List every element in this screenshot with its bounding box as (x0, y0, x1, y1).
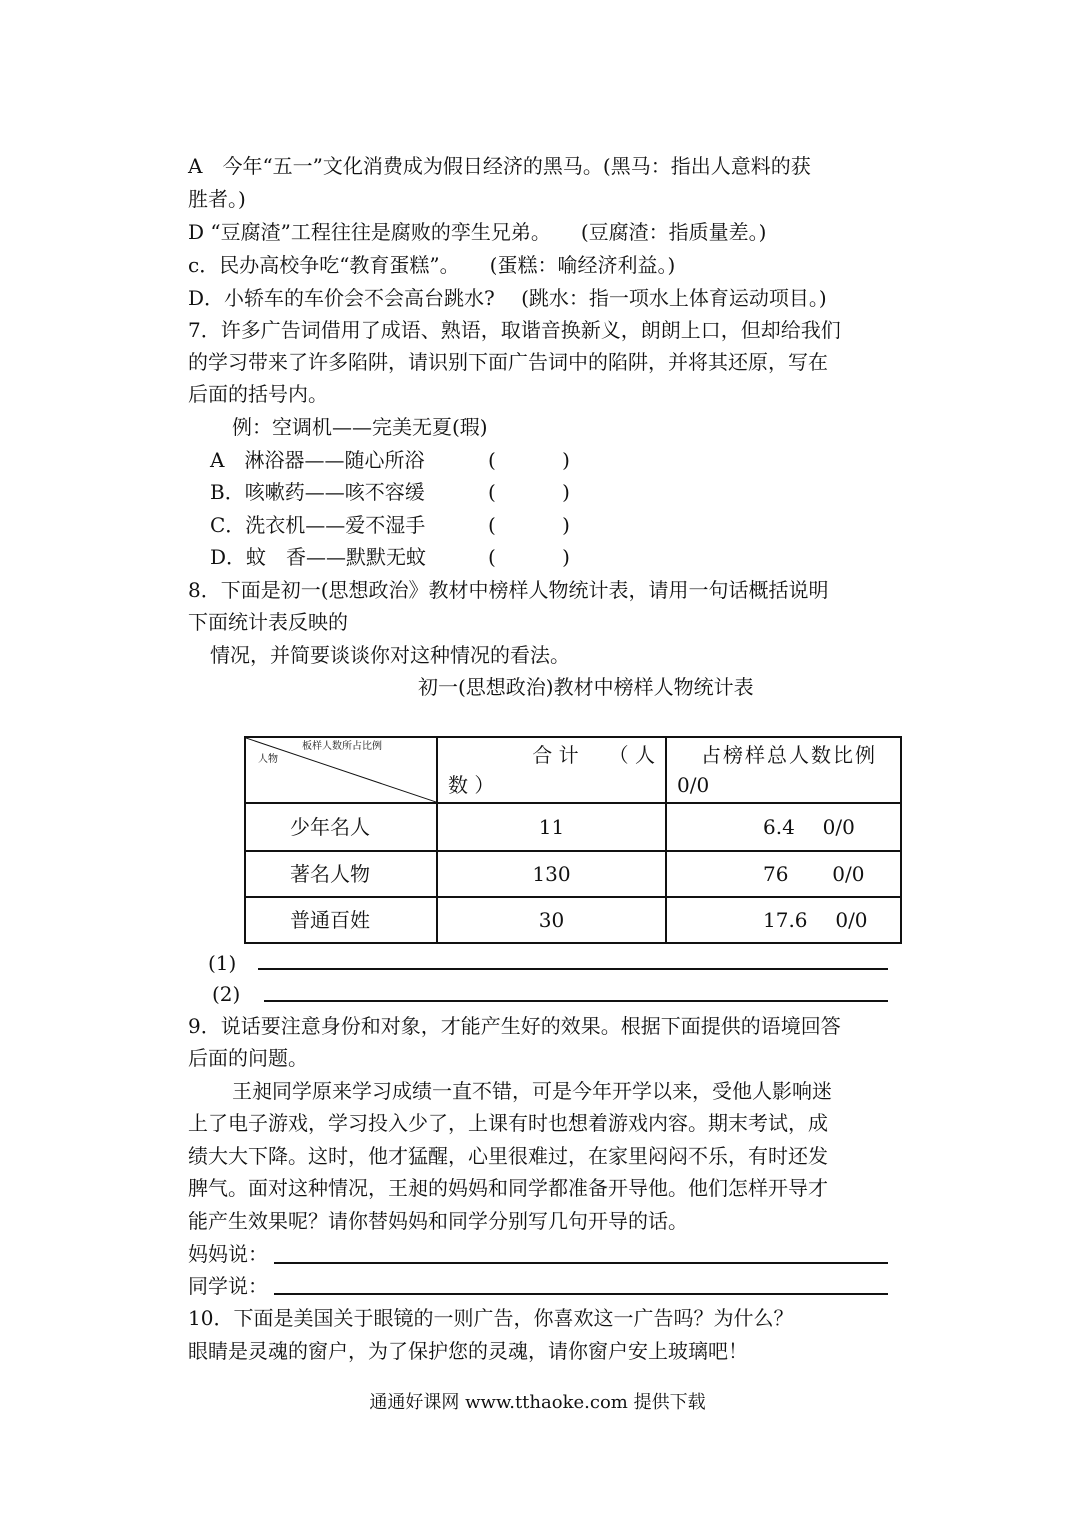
row-count: 11 (437, 803, 666, 851)
row-percent-unit: 0/0 (835, 908, 868, 932)
table-row (245, 897, 901, 943)
q10-prompt: 10．下面是美国关于眼镜的一则广告，你喜欢这一广告吗？为什么？ (188, 1306, 794, 1330)
q10-advert: 眼睛是灵魂的窗户，为了保护您的灵魂，请你窗户安上玻璃吧！ (188, 1339, 748, 1363)
header-count-line2: 数 ） (448, 773, 495, 797)
header-percent-line2: 0/0 (677, 773, 710, 797)
table-row (245, 851, 901, 897)
row-percent-unit: 0/0 (822, 815, 855, 839)
q9-passage-line1: 王昶同学原来学习成绩一直不错，可是今年开学以来，受他人影响迷 (232, 1079, 832, 1103)
mom-says-label: 妈妈说： (188, 1242, 268, 1266)
q7-prompt-line1: 7．许多广告词借用了成语、熟语，取谐音换新义，朗朗上口，但却给我们 (188, 318, 841, 342)
page-footer: 通通好课网 www.tthaoke.com 提供下载 (369, 1392, 706, 1413)
mom-says-line[interactable] (274, 1262, 888, 1264)
q8-answer-1-label: (1) (208, 951, 237, 975)
q7-item-c-answer[interactable]: ( ) (488, 513, 570, 537)
q7-item-a-answer[interactable]: ( ) (488, 448, 570, 472)
q8-prompt-line1: 8．下面是初一(思想政治》教材中榜样人物统计表，请用一句话概括说明 (188, 578, 829, 602)
row-count: 130 (437, 851, 666, 897)
q6-option-a-line2: 胜者。) (188, 187, 246, 211)
q8-prompt-line2: 下面统计表反映的 (188, 610, 348, 634)
q9-passage-line4: 脾气。面对这种情况，王昶的妈妈和同学都准备开导他。他们怎样开导才 (188, 1176, 828, 1200)
classmate-says-label: 同学说： (188, 1274, 268, 1298)
q6-option-d1: D “豆腐渣”工程往往是腐败的孪生兄弟。 (豆腐渣：指质量差。) (188, 220, 767, 244)
row-percent (666, 851, 901, 897)
q9-passage-line3: 绩大大下降。这时，他才猛醒，心里很难过，在家里闷闷不乐，有时还发 (188, 1144, 828, 1168)
q8-answer-2-label: (2) (212, 982, 241, 1006)
q7-item-b: B．咳嗽药——咳不容缓 (210, 480, 425, 504)
table-title: 初一(思想政治)教材中榜样人物统计表 (418, 675, 754, 699)
table-header-row (245, 737, 901, 803)
stats-table (244, 736, 902, 944)
row-percent (666, 803, 901, 851)
q8-answer-1-line[interactable] (258, 968, 888, 970)
table-row (245, 803, 901, 851)
q8-answer-2-line[interactable] (264, 1000, 888, 1002)
diag-header-top: 板样人数所占比例 (302, 741, 382, 752)
row-percent-value: 76 (763, 862, 789, 886)
diagonal-header-cell (245, 737, 437, 803)
q6-option-d2: D．小轿车的车价会不会高台跳水? (跳水：指一项水上体育运动项目。) (188, 286, 827, 310)
q9-passage-line2: 上了电子游戏，学习投入少了，上课有时也想着游戏内容。期末考试，成 (188, 1111, 828, 1135)
q7-item-b-answer[interactable]: ( ) (488, 480, 570, 504)
q6-option-a-line1: A 今年“五一”文化消费成为假日经济的黑马。(黑马：指出人意料的获 (188, 154, 811, 178)
q7-example: 例：空调机——完美无夏(瑕) (232, 415, 488, 439)
q6-option-c: c．民办高校争吃“教育蛋糕”。 (蛋糕：喻经济利益。) (188, 253, 676, 277)
q8-prompt-line3: 情况，并简要谈谈你对这种情况的看法。 (210, 643, 570, 667)
q7-prompt-line3: 后面的括号内。 (188, 382, 328, 406)
row-name: 少年名人 (245, 803, 437, 851)
q9-prompt-line1: 9．说话要注意身份和对象，才能产生好的效果。根据下面提供的语境回答 (188, 1014, 841, 1038)
q7-item-d: D．蚊 香——默默无蚊 (210, 545, 427, 569)
header-percent (666, 737, 901, 803)
diag-header-bottom: 人物 (258, 754, 278, 765)
q9-prompt-line2: 后面的问题。 (188, 1046, 308, 1070)
header-percent-line1: 占榜样总人数比例 (701, 743, 877, 767)
row-percent-value: 6.4 (763, 815, 795, 839)
row-count: 30 (437, 897, 666, 943)
row-name: 著名人物 (245, 851, 437, 897)
row-percent (666, 897, 901, 943)
classmate-says-line[interactable] (274, 1293, 888, 1295)
row-percent-value: 17.6 (763, 908, 808, 932)
q7-item-a: A 淋浴器——随心所浴 (210, 448, 425, 472)
q7-item-c: C．洗衣机——爱不湿手 (210, 513, 426, 537)
header-count (437, 737, 666, 803)
row-percent-unit: 0/0 (832, 862, 865, 886)
q7-prompt-line2: 的学习带来了许多陷阱，请识别下面广告词中的陷阱，并将其还原，写在 (188, 350, 828, 374)
row-name: 普通百姓 (245, 897, 437, 943)
q7-item-d-answer[interactable]: ( ) (488, 545, 570, 569)
q9-passage-line5: 能产生效果呢？请你替妈妈和同学分别写几句开导的话。 (188, 1209, 688, 1233)
header-count-line1: 合 计 （ 人 (532, 743, 655, 767)
